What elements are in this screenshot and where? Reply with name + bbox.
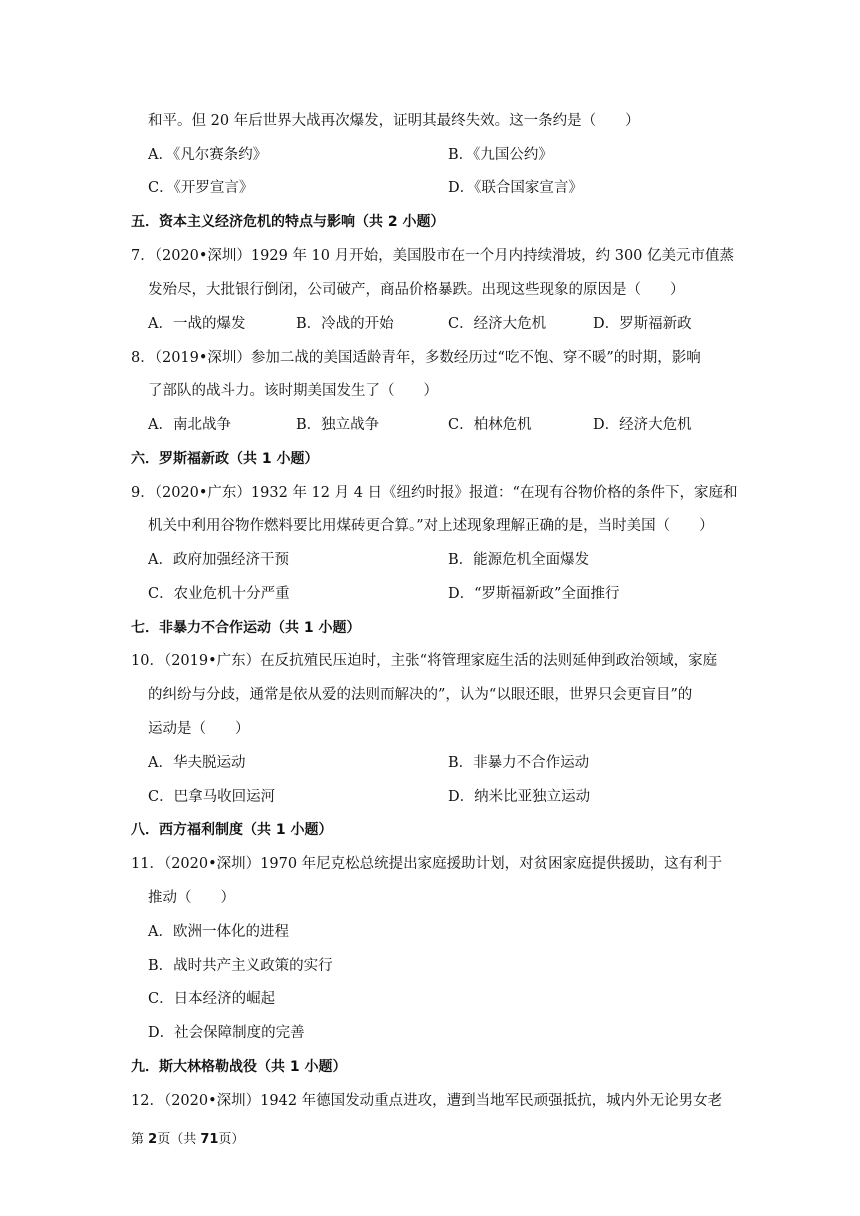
question-10-line-3: 运动是（ ） (148, 721, 250, 737)
section-8-heading: 八．西方福利制度（共 1 小题） (131, 822, 333, 838)
q7-option-a: A．一战的爆发 (148, 316, 246, 332)
section-5-heading: 五．资本主义经济危机的特点与影响（共 2 小题） (131, 214, 445, 230)
q6-option-c: C．《开罗宣言》 (148, 180, 254, 196)
question-7-line-1: 7．（2020•深圳）1929 年 10 月开始，美国股市在一个月内持续滑坡，约 300 亿美元市值蒸 (131, 248, 735, 264)
q10-option-c: C．巴拿马收回运河 (148, 789, 276, 805)
question-9-line-1: 9．（2020•广东）1932 年 12 月 4 日《纽约时报》报道：“在现有谷物价格的条件下，家庭和 (131, 485, 738, 501)
q11-option-a: A．欧洲一体化的进程 (148, 924, 289, 940)
q7-option-c: C．经济大危机 (448, 316, 547, 332)
q11-option-d: D．社会保障制度的完善 (148, 1025, 305, 1041)
q8-option-d: D．经济大危机 (593, 417, 692, 433)
section-7-heading: 七．非暴力不合作运动（共 1 小题） (131, 620, 361, 636)
q7-option-b: B．冷战的开始 (296, 316, 394, 332)
q7-option-d: D．罗斯福新政 (593, 316, 692, 332)
q9-option-b: B．能源危机全面爆发 (448, 552, 590, 568)
question-11-line-1: 11．（2020•深圳）1970 年尼克松总统提出家庭援助计划，对贫困家庭提供援助，这有利于 (131, 856, 723, 872)
q9-option-d: D．“罗斯福新政”全面推行 (448, 586, 620, 602)
section-6-heading: 六．罗斯福新政（共 1 小题） (131, 451, 319, 467)
q10-option-d: D．纳米比亚独立运动 (448, 789, 591, 805)
footer-suffix: 页） (218, 1132, 245, 1147)
footer-total-pages: 71 (200, 1132, 219, 1147)
q10-option-b: B．非暴力不合作运动 (448, 755, 590, 771)
q9-option-a: A．政府加强经济干预 (148, 552, 289, 568)
q8-option-b: B．独立战争 (296, 417, 380, 433)
page-footer (131, 1128, 244, 1147)
q8-option-c: C．柏林危机 (448, 417, 532, 433)
footer-prefix: 第 (131, 1132, 149, 1147)
q8-option-a: A．南北战争 (148, 417, 231, 433)
question-7-line-2: 发殆尽，大批银行倒闭，公司破产，商品价格暴跌。出现这些现象的原因是（ ） (148, 282, 685, 298)
q11-option-b: B．战时共产主义政策的实行 (148, 958, 333, 974)
q6-option-d: D．《联合国家宣言》 (448, 180, 583, 196)
question-11-line-2: 推动（ ） (148, 890, 235, 906)
question-10-line-2: 的纠纷与分歧，通常是依从爱的法则而解决的”，认为“以眼还眼，世界只会更盲目”的 (148, 687, 693, 703)
q6-option-a: A．《凡尔赛条约》 (148, 147, 268, 163)
question-6-text: 和平。但 20 年后世界大战再次爆发，证明其最终失效。这一条约是（ ） (148, 113, 640, 129)
footer-page-number: 2 (148, 1132, 158, 1147)
question-10-line-1: 10．（2019•广东）在反抗殖民压迫时，主张“将管理家庭生活的法则延伸到政治领域，家庭 (131, 653, 718, 669)
footer-mid: 页（共 (157, 1132, 201, 1147)
q10-option-a: A．华夫脱运动 (148, 755, 246, 771)
question-8-line-2: 了部队的战斗力。该时期美国发生了（ ） (148, 383, 438, 399)
question-9-line-2: 机关中利用谷物作燃料要比用煤砖更合算。”对上述现象理解正确的是，当时美国（ ） (148, 518, 714, 534)
q11-option-c: C．日本经济的崛起 (148, 991, 276, 1007)
section-9-heading: 九．斯大林格勒战役（共 1 小题） (131, 1059, 347, 1075)
q6-option-b: B．《九国公约》 (448, 147, 553, 163)
q9-option-c: C．农业危机十分严重 (148, 586, 290, 602)
question-12-line-1: 12．（2020•深圳）1942 年德国发动重点进攻，遭到当地军民顽强抵抗，城内外无论男女老 (131, 1093, 723, 1109)
question-8-line-1: 8．（2019•深圳）参加二战的美国适龄青年，多数经历过“吃不饱、穿不暖”的时期，影响 (131, 350, 701, 366)
